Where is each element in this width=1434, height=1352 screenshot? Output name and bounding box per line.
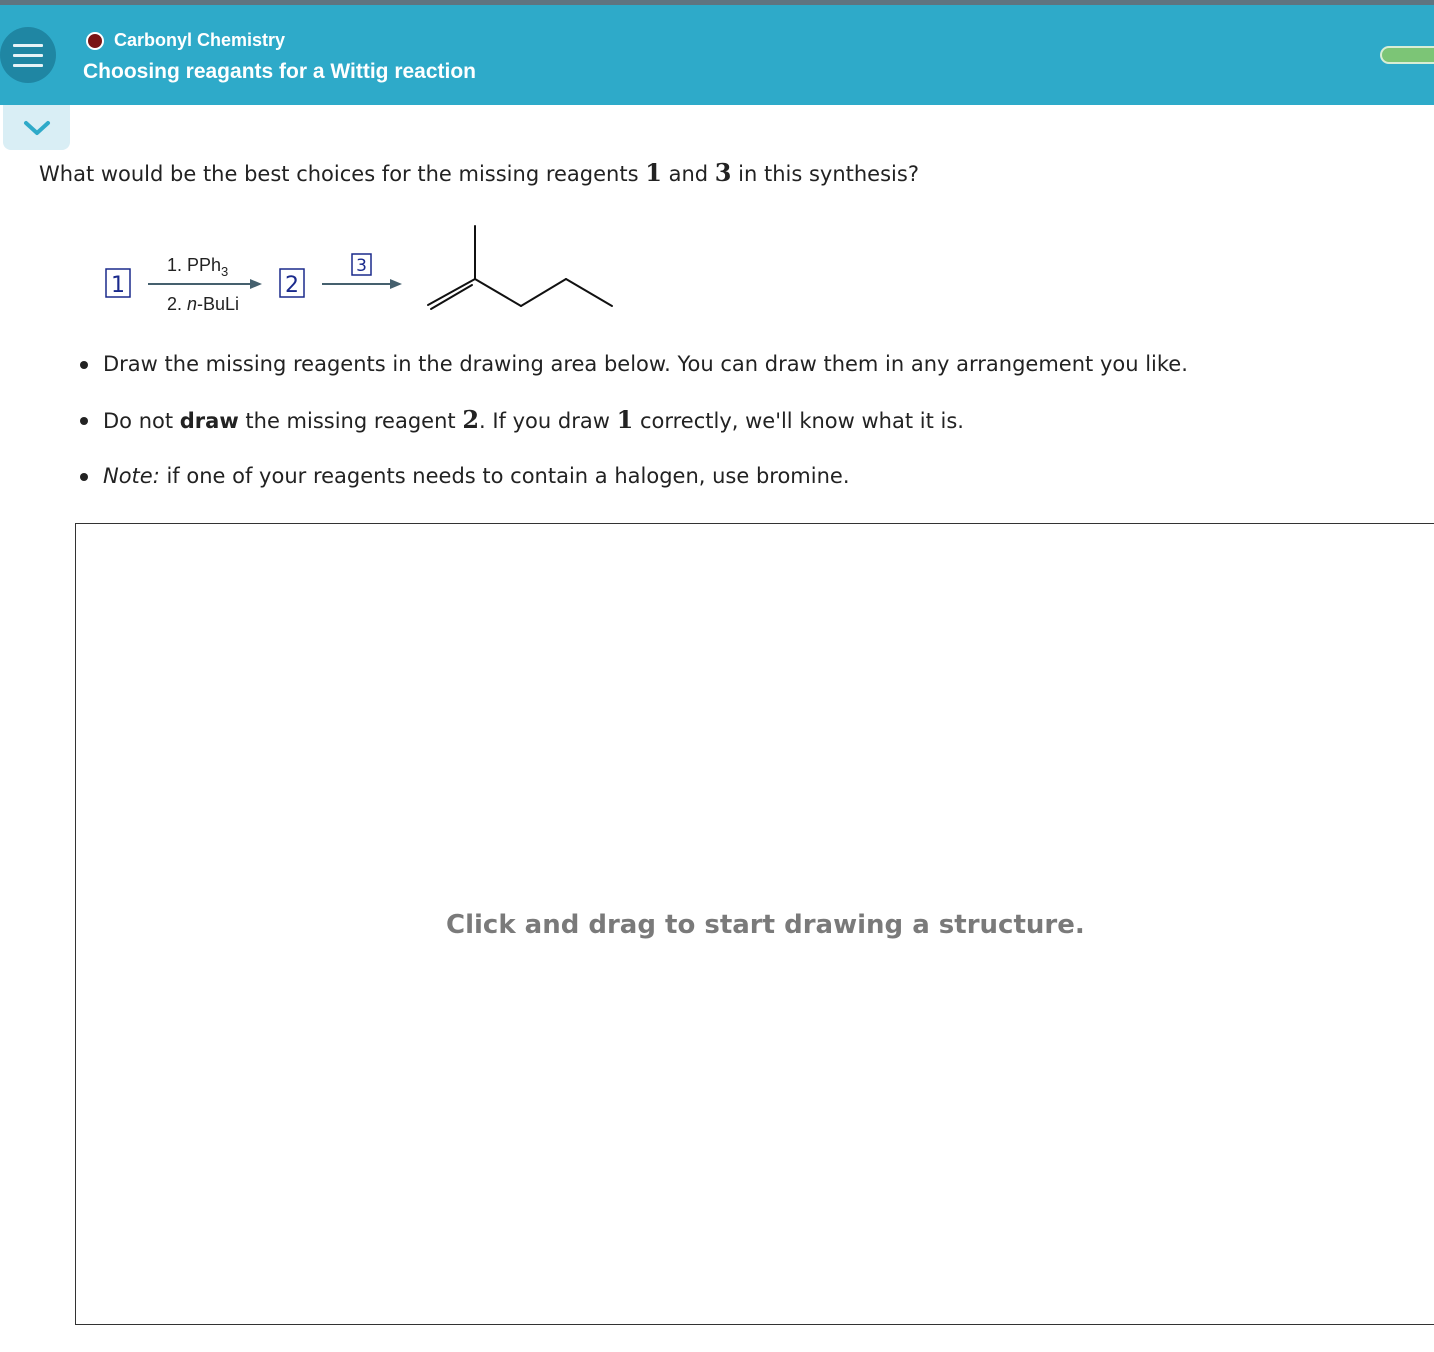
instruction-item [78,458,1188,514]
header-bar [0,5,1434,105]
topic-label: Carbonyl Chemistry [114,30,286,50]
question-reagent-3: 3 [714,158,732,187]
instruction-reagent-2: 2 [462,405,480,434]
hamburger-menu-icon-bar [13,64,43,67]
collapse-header-button[interactable] [3,105,70,150]
instruction-text: Draw the missing reagents in the drawing area below. You can draw them in any arrangement you like. [103,352,1188,376]
question-mid: and [661,162,715,186]
drawing-area-hint: Click and drag to start drawing a structure. [446,910,1085,940]
instruction-item [78,402,1188,458]
reagent-3-box [352,254,371,276]
menu-button[interactable] [0,27,56,83]
reagent-1-box [106,269,130,298]
chevron-down-icon [23,119,51,137]
structure-drawing-area[interactable] [75,523,1434,1325]
step-1-label: 1. PPh$_3$ [167,255,229,279]
hamburger-menu-icon [13,44,43,47]
instruction-text: correctly, we'll know what it is. [633,409,964,433]
page-title: Choosing reagants for a Wittig reaction [83,60,477,83]
reaction-arrow-1 [148,279,262,289]
question-text [39,158,919,187]
reagent-2-label: 2 [285,273,299,298]
progress-indicator [1380,46,1434,64]
instruction-text: the missing reagent [238,409,463,433]
topic-status-dot [86,32,104,50]
instruction-bold: draw [179,409,239,433]
hamburger-menu-icon-bar [13,54,43,57]
reaction-scheme [100,222,620,317]
reagent-3-label: 3 [356,256,367,276]
question-prefix: What would be the best choices for the missing reagents [39,162,646,186]
instruction-note-label: Note: [103,464,160,488]
step-2-label: 2. n-BuLi [167,294,240,314]
reaction-arrow-2 [322,279,402,289]
instruction-reagent-1: 1 [616,405,634,434]
instructions-list [78,346,1188,514]
question-suffix: in this synthesis? [731,162,919,186]
reagent-1-label: 1 [111,273,125,298]
topic-row [86,30,285,51]
question-reagent-1: 1 [645,158,662,187]
product-structure [428,226,612,309]
instruction-item [78,346,1188,402]
instruction-text: . If you draw [479,409,617,433]
instruction-text: Do not [103,409,180,433]
reagent-2-box [280,269,304,298]
instruction-text: if one of your reagents needs to contain a halogen, use bromine. [159,464,850,488]
